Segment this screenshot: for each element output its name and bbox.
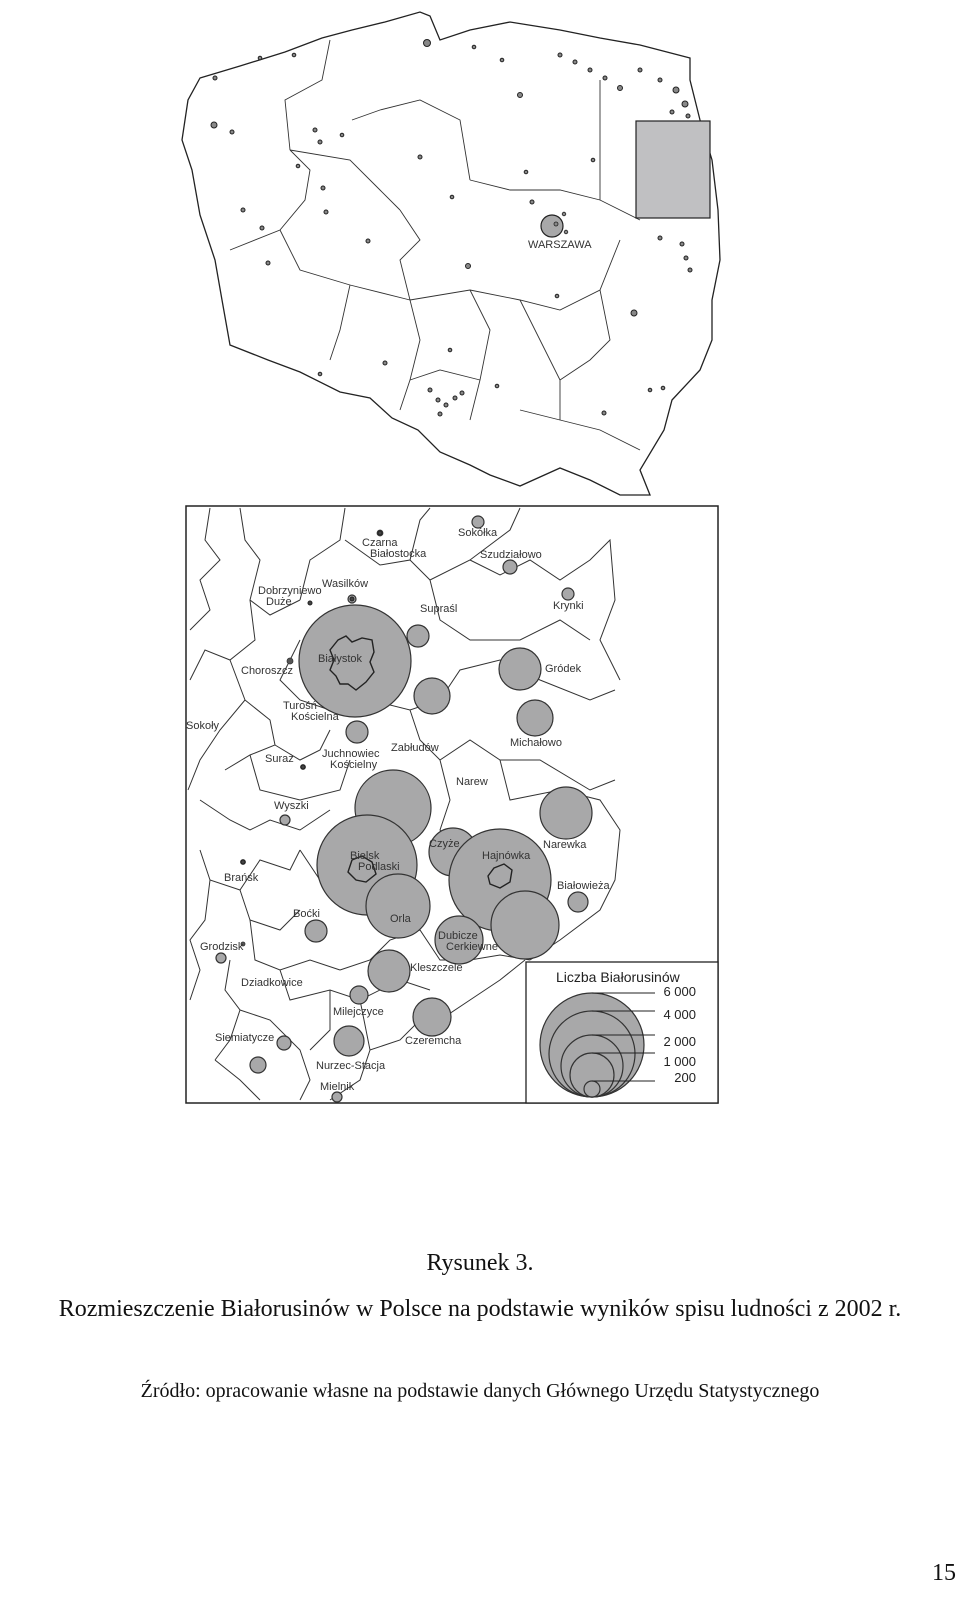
label-dobrzyniewo: Dobrzyniewo Duże xyxy=(258,585,322,608)
label-siemiatycze: Siemiatycze xyxy=(215,1032,275,1044)
label-dubicze: Dubicze Cerkiewne xyxy=(438,930,498,953)
dot-wasilkow xyxy=(350,597,354,601)
circle-mielnik xyxy=(332,1092,342,1102)
legend-circle-4 xyxy=(584,1081,600,1097)
legend-title: Liczba Białorusinów xyxy=(556,969,680,985)
label-hajnowka: Hajnówka xyxy=(482,850,531,862)
label-grodek: Gródek xyxy=(545,663,582,675)
warszawa-label: WARSZAWA xyxy=(528,239,592,251)
figure-title: Rozmieszczenie Białorusinów w Polsce na podstawie wyników spisu ludności z 2002 r. xyxy=(58,1296,902,1322)
label-bielsk: Bielsk Podlaski xyxy=(350,850,400,873)
label-narewka: Narewka xyxy=(543,839,587,851)
circle-turosn xyxy=(346,721,368,743)
circle-zabludow xyxy=(414,678,450,714)
legend-value-0: 6 000 xyxy=(663,984,696,999)
label-bialystok: Białystok xyxy=(318,653,363,665)
legend xyxy=(526,962,718,1103)
circle-kleszczele xyxy=(368,950,410,992)
legend-value-4: 200 xyxy=(674,1070,696,1085)
label-grodzisk: Grodzisk xyxy=(200,941,244,953)
label-sokoly: Sokoły xyxy=(186,720,220,732)
label-turosn: Turośń Kościelna xyxy=(283,700,339,723)
dot-suraz xyxy=(301,765,305,769)
circle-orla xyxy=(366,874,430,938)
dot-dobrzyniewo xyxy=(308,601,312,605)
label-kleszczele: Kleszczele xyxy=(410,962,463,974)
circle-narewka xyxy=(540,787,592,839)
label-szudzialowo: Szudziałowo xyxy=(480,549,542,561)
circle-nurzec xyxy=(334,1026,364,1056)
circle-grodek xyxy=(499,648,541,690)
label-suraz: Suraż xyxy=(265,753,294,765)
figure-label: Rysunek 3. xyxy=(426,1250,534,1276)
circle-siemiatycze xyxy=(250,1057,266,1073)
circle-bocki xyxy=(305,920,327,942)
circle-szudzialowo xyxy=(503,560,517,574)
circle-siem2 xyxy=(277,1036,291,1050)
circle-michalowo xyxy=(517,700,553,736)
circle-czeremcha xyxy=(413,998,451,1036)
label-juchnowiec: Juchnowiec Kościelny xyxy=(322,748,380,771)
label-mielnik: Mielnik xyxy=(320,1081,355,1093)
label-dziadkowice: Dziadkowice xyxy=(241,977,303,989)
label-bocki: Boćki xyxy=(293,908,320,920)
circle-wyszki xyxy=(280,815,290,825)
label-suprasl: Supraśl xyxy=(420,603,458,615)
dot-czarna xyxy=(378,531,382,535)
label-wyszki: Wyszki xyxy=(274,800,309,812)
label-narew: Narew xyxy=(456,776,488,788)
circle-suprasl xyxy=(407,625,429,647)
label-choroszcz: Choroszcz xyxy=(241,665,293,677)
label-orla: Orla xyxy=(390,913,411,925)
legend-value-1: 4 000 xyxy=(663,1007,696,1022)
circle-milejczyce xyxy=(350,986,368,1004)
dot-bransk xyxy=(241,860,245,864)
label-bialowieza: Białowieża xyxy=(557,880,610,892)
label-wasilkow: Wasilków xyxy=(322,578,369,590)
label-czarna: Czarna Białostocka xyxy=(362,537,427,560)
circle-hajnowka2 xyxy=(491,891,559,959)
legend-value-2: 2 000 xyxy=(663,1034,696,1049)
label-czeremcha: Czeremcha xyxy=(405,1035,462,1047)
label-czyze: Czyże xyxy=(429,838,460,850)
label-bransk: Brańsk xyxy=(224,872,259,884)
label-sokolka: Sokółka xyxy=(458,527,498,539)
circle-grodzisk xyxy=(216,953,226,963)
label-krynki: Krynki xyxy=(553,600,584,612)
label-zabludow: Zabłudów xyxy=(391,742,439,754)
page-number: 15 xyxy=(932,1560,956,1586)
legend-value-3: 1 000 xyxy=(663,1054,696,1069)
label-michalowo: Michałowo xyxy=(510,737,562,749)
label-milejczyce: Milejczyce xyxy=(333,1006,384,1018)
circle-choroszcz xyxy=(287,658,293,664)
figure-source: Źródło: opracowanie własne na podstawie danych Głównego Urzędu Statystycznego xyxy=(140,1380,820,1402)
circle-krynki xyxy=(562,588,574,600)
circle-bialowieza xyxy=(568,892,588,912)
label-nurzec: Nurzec-Stacja xyxy=(316,1060,386,1072)
